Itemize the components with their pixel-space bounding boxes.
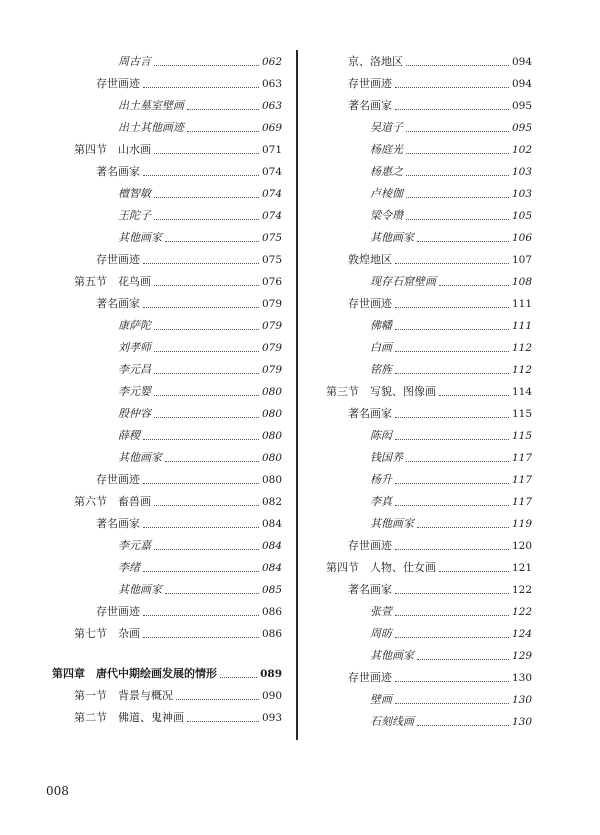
dot-leader [395, 351, 509, 352]
dot-leader [154, 65, 259, 66]
toc-entry-title: 刘孝师 [118, 341, 151, 354]
toc-entry-title: 存世画迹 [348, 297, 392, 310]
dot-leader [154, 417, 259, 418]
toc-entry-title: 钱国养 [370, 451, 403, 464]
toc-entry[interactable] [52, 381, 282, 403]
toc-entry-title: 著名画家 [348, 407, 392, 420]
toc-entry[interactable] [52, 685, 282, 707]
dot-leader [395, 483, 509, 484]
toc-entry-page: 080 [261, 430, 282, 442]
dot-leader [395, 703, 509, 704]
toc-entry-title: 陈闳 [370, 429, 392, 442]
toc-entry[interactable] [52, 161, 282, 183]
dot-leader [154, 285, 259, 286]
toc-entry-title: 李元嘉 [118, 539, 151, 552]
toc-entry[interactable] [52, 359, 282, 381]
dot-leader [220, 677, 257, 678]
toc-entry[interactable] [326, 403, 532, 425]
toc-entry-title: 檀智敏 [118, 187, 151, 200]
dot-leader [143, 87, 259, 88]
toc-entry-page: 106 [511, 232, 532, 244]
toc-entry[interactable] [326, 535, 532, 557]
toc-entry[interactable] [326, 381, 532, 403]
toc-entry[interactable] [52, 51, 282, 73]
toc-entry-page: 130 [511, 716, 532, 728]
toc-entry-title: 出土墓室壁画 [118, 99, 184, 112]
toc-entry-page: 112 [511, 364, 532, 376]
toc-entry-title: 存世画迹 [348, 77, 392, 90]
toc-entry-page: 111 [511, 298, 532, 310]
dot-leader [395, 263, 509, 264]
toc-entry-page: 090 [261, 690, 282, 702]
toc-entry-page: 076 [261, 276, 282, 288]
toc-right-column [326, 51, 532, 733]
toc-entry-title: 王陀子 [118, 209, 151, 222]
toc-entry-title: 卢棱伽 [370, 187, 403, 200]
dot-leader [417, 241, 509, 242]
toc-entry-page: 107 [511, 254, 532, 266]
toc-entry[interactable] [326, 227, 532, 249]
toc-entry[interactable] [52, 403, 282, 425]
dot-leader [417, 659, 509, 660]
toc-entry-title: 第四节 人物、仕女画 [326, 561, 436, 574]
toc-entry-page: 074 [261, 166, 282, 178]
toc-entry-title: 梁令瓒 [370, 209, 403, 222]
toc-entry[interactable] [326, 337, 532, 359]
dot-leader [439, 395, 509, 396]
toc-entry-page: 093 [261, 712, 282, 724]
toc-entry[interactable] [52, 469, 282, 491]
toc-entry[interactable] [52, 293, 282, 315]
toc-entry[interactable] [326, 469, 532, 491]
dot-leader [395, 681, 509, 682]
toc-entry-title: 第六节 畜兽画 [74, 495, 151, 508]
toc-entry-title: 存世画迹 [96, 253, 140, 266]
toc-entry-title: 杨惠之 [370, 165, 403, 178]
toc-entry-title: 白画 [370, 341, 392, 354]
dot-leader [395, 417, 509, 418]
toc-entry-title: 其他画家 [118, 231, 162, 244]
toc-left-column [52, 51, 282, 729]
dot-leader [143, 263, 259, 264]
dot-leader [406, 153, 509, 154]
toc-entry-title: 著名画家 [96, 517, 140, 530]
dot-leader [187, 109, 259, 110]
toc-entry-page: 079 [261, 342, 282, 354]
toc-entry-title: 李元昌 [118, 363, 151, 376]
toc-entry[interactable] [52, 73, 282, 95]
toc-entry-title: 石刻线画 [370, 715, 414, 728]
toc-entry[interactable] [52, 205, 282, 227]
toc-entry-title: 敦煌地区 [348, 253, 392, 266]
toc-entry[interactable] [52, 447, 282, 469]
toc-entry-page: 062 [261, 56, 282, 68]
toc-entry-page: 084 [261, 540, 282, 552]
toc-entry-title: 铭旌 [370, 363, 392, 376]
toc-entry[interactable] [52, 227, 282, 249]
dot-leader [417, 725, 509, 726]
toc-entry-title: 第三节 写貌、图像画 [326, 385, 436, 398]
toc-entry-title: 著名画家 [348, 99, 392, 112]
toc-entry-page: 069 [261, 122, 282, 134]
toc-entry[interactable] [52, 117, 282, 139]
toc-entry[interactable] [326, 359, 532, 381]
toc-entry-page: 117 [511, 474, 532, 486]
toc-entry[interactable] [326, 139, 532, 161]
toc-entry-page: 094 [511, 56, 532, 68]
toc-entry-page: 080 [261, 452, 282, 464]
toc-entry[interactable] [52, 271, 282, 293]
toc-entry[interactable] [52, 491, 282, 513]
dot-leader [143, 527, 259, 528]
toc-entry-page: 075 [261, 232, 282, 244]
dot-leader [406, 197, 509, 198]
toc-entry-page: 086 [261, 606, 282, 618]
toc-entry-title: 其他画家 [370, 649, 414, 662]
toc-entry[interactable] [326, 623, 532, 645]
toc-entry-title: 周昉 [370, 627, 392, 640]
dot-leader [143, 571, 259, 572]
toc-entry-title: 现存石窟壁画 [370, 275, 436, 288]
dot-leader [439, 571, 509, 572]
toc-entry-page: 089 [260, 668, 282, 680]
dot-leader [395, 439, 509, 440]
toc-entry-title: 著名画家 [96, 165, 140, 178]
toc-entry-title: 第四节 山水画 [74, 143, 151, 156]
dot-leader [154, 549, 259, 550]
toc-entry-page: 103 [511, 166, 532, 178]
toc-entry-page: 115 [511, 430, 532, 442]
toc-entry[interactable] [326, 513, 532, 535]
toc-entry[interactable] [52, 579, 282, 601]
toc-entry-page: 079 [261, 320, 282, 332]
toc-entry-page: 094 [511, 78, 532, 90]
column-divider [296, 50, 298, 740]
toc-entry-title: 出土其他画迹 [118, 121, 184, 134]
toc-entry-title: 存世画迹 [348, 539, 392, 552]
toc-entry-title: 其他画家 [370, 517, 414, 530]
toc-entry[interactable] [326, 51, 532, 73]
toc-entry[interactable] [52, 663, 282, 685]
dot-leader [395, 549, 509, 550]
toc-entry-title: 壁画 [370, 693, 392, 706]
toc-entry-title: 第四章 唐代中期绘画发展的情形 [52, 667, 217, 680]
toc-entry[interactable] [52, 139, 282, 161]
toc-entry-page: 122 [511, 584, 532, 596]
dot-leader [143, 307, 259, 308]
toc-entry-page: 111 [511, 320, 532, 332]
toc-entry[interactable] [326, 601, 532, 623]
dot-leader [165, 241, 259, 242]
toc-entry-page: 103 [511, 188, 532, 200]
toc-entry[interactable] [326, 249, 532, 271]
toc-entry-title: 京、洛地区 [348, 55, 403, 68]
toc-entry[interactable] [52, 513, 282, 535]
toc-entry-page: 117 [511, 496, 532, 508]
toc-entry-page: 119 [511, 518, 532, 530]
toc-entry-page: 074 [261, 210, 282, 222]
dot-leader [143, 483, 259, 484]
dot-leader [395, 373, 509, 374]
dot-leader [395, 637, 509, 638]
toc-entry-title: 著名画家 [96, 297, 140, 310]
dot-leader [154, 395, 259, 396]
dot-leader [143, 439, 259, 440]
toc-entry-title: 薛稷 [118, 429, 140, 442]
toc-entry-title: 周古言 [118, 55, 151, 68]
toc-entry[interactable] [326, 645, 532, 667]
toc-entry-title: 杨庭光 [370, 143, 403, 156]
toc-entry-title: 康萨陀 [118, 319, 151, 332]
dot-leader [406, 131, 509, 132]
toc-entry-title: 其他画家 [118, 451, 162, 464]
dot-leader [143, 175, 259, 176]
dot-leader [187, 131, 259, 132]
dot-leader [406, 219, 509, 220]
toc-entry-page: 095 [511, 122, 532, 134]
dot-leader [154, 505, 259, 506]
toc-entry-title: 佛幡 [370, 319, 392, 332]
toc-entry-page: 084 [261, 562, 282, 574]
toc-entry-page: 079 [261, 364, 282, 376]
toc-entry-title: 李元婴 [118, 385, 151, 398]
toc-entry-page: 063 [261, 100, 282, 112]
toc-entry-title: 其他画家 [370, 231, 414, 244]
toc-entry-page: 074 [261, 188, 282, 200]
toc-entry[interactable] [52, 337, 282, 359]
toc-entry-page: 075 [261, 254, 282, 266]
dot-leader [395, 307, 509, 308]
toc-entry[interactable] [326, 205, 532, 227]
toc-entry[interactable] [326, 293, 532, 315]
toc-entry-page: 124 [511, 628, 532, 640]
dot-leader [417, 527, 509, 528]
chapter-gap [52, 645, 282, 663]
toc-entry[interactable] [326, 73, 532, 95]
dot-leader [154, 153, 259, 154]
toc-entry[interactable] [52, 425, 282, 447]
dot-leader [165, 593, 259, 594]
toc-entry-page: 071 [261, 144, 282, 156]
toc-entry[interactable] [326, 315, 532, 337]
toc-entry[interactable] [326, 667, 532, 689]
toc-entry[interactable] [326, 491, 532, 513]
toc-entry-title: 第五节 花鸟画 [74, 275, 151, 288]
dot-leader [154, 329, 259, 330]
toc-entry-page: 086 [261, 628, 282, 640]
dot-leader [406, 461, 509, 462]
toc-entry-title: 存世画迹 [348, 671, 392, 684]
toc-entry-title: 存世画迹 [96, 605, 140, 618]
toc-entry[interactable] [52, 601, 282, 623]
toc-entry-page: 108 [511, 276, 532, 288]
toc-entry-title: 张萱 [370, 605, 392, 618]
dot-leader [176, 699, 259, 700]
toc-entry-title: 吴道子 [370, 121, 403, 134]
toc-entry-title: 第七节 杂画 [74, 627, 140, 640]
toc-entry[interactable] [326, 711, 532, 733]
toc-entry-title: 李真 [370, 495, 392, 508]
toc-entry-page: 084 [261, 518, 282, 530]
toc-entry[interactable] [326, 557, 532, 579]
toc-entry[interactable] [52, 249, 282, 271]
dot-leader [395, 593, 509, 594]
page-number: 008 [46, 784, 69, 798]
dot-leader [406, 175, 509, 176]
toc-entry-title: 其他画家 [118, 583, 162, 596]
dot-leader [143, 637, 259, 638]
toc-entry-title: 殷仲容 [118, 407, 151, 420]
toc-entry-page: 117 [511, 452, 532, 464]
toc-entry[interactable] [326, 447, 532, 469]
dot-leader [143, 615, 259, 616]
toc-entry-page: 115 [511, 408, 532, 420]
toc-entry[interactable] [326, 95, 532, 117]
dot-leader [406, 65, 509, 66]
toc-entry-title: 杨升 [370, 473, 392, 486]
toc-entry-title: 李绪 [118, 561, 140, 574]
toc-entry[interactable] [326, 579, 532, 601]
toc-entry-page: 114 [511, 386, 532, 398]
toc-entry-title: 著名画家 [348, 583, 392, 596]
toc-entry[interactable] [326, 425, 532, 447]
toc-entry-page: 102 [511, 144, 532, 156]
toc-entry-page: 085 [261, 584, 282, 596]
toc-entry[interactable] [52, 315, 282, 337]
toc-entry-title: 第一节 背景与概况 [74, 689, 173, 702]
dot-leader [395, 615, 509, 616]
toc-entry-page: 080 [261, 408, 282, 420]
toc-entry-page: 121 [511, 562, 532, 574]
dot-leader [165, 461, 259, 462]
toc-entry[interactable] [52, 707, 282, 729]
toc-entry-page: 130 [511, 672, 532, 684]
toc-entry-page: 082 [261, 496, 282, 508]
toc-entry-page: 080 [261, 474, 282, 486]
toc-entry-page: 105 [511, 210, 532, 222]
toc-entry-page: 079 [261, 298, 282, 310]
toc-entry-page: 130 [511, 694, 532, 706]
toc-entry[interactable] [52, 183, 282, 205]
toc-entry[interactable] [52, 557, 282, 579]
dot-leader [154, 197, 259, 198]
toc-entry[interactable] [326, 117, 532, 139]
dot-leader [187, 721, 259, 722]
toc-entry-page: 129 [511, 650, 532, 662]
dot-leader [154, 373, 259, 374]
toc-entry[interactable] [52, 535, 282, 557]
toc-entry-page: 063 [261, 78, 282, 90]
toc-entry-page: 095 [511, 100, 532, 112]
dot-leader [395, 109, 509, 110]
dot-leader [154, 219, 259, 220]
dot-leader [395, 505, 509, 506]
toc-entry[interactable] [326, 161, 532, 183]
toc-entry[interactable] [326, 689, 532, 711]
toc-entry-page: 080 [261, 386, 282, 398]
toc-entry-title: 存世画迹 [96, 473, 140, 486]
toc-entry-title: 第二节 佛道、鬼神画 [74, 711, 184, 724]
dot-leader [395, 329, 509, 330]
toc-entry[interactable] [52, 623, 282, 645]
toc-entry-page: 112 [511, 342, 532, 354]
toc-entry[interactable] [326, 183, 532, 205]
toc-entry-page: 120 [511, 540, 532, 552]
dot-leader [395, 87, 509, 88]
toc-entry-title: 存世画迹 [96, 77, 140, 90]
toc-entry[interactable] [326, 271, 532, 293]
dot-leader [154, 351, 259, 352]
dot-leader [439, 285, 509, 286]
toc-entry-page: 122 [511, 606, 532, 618]
toc-entry[interactable] [52, 95, 282, 117]
